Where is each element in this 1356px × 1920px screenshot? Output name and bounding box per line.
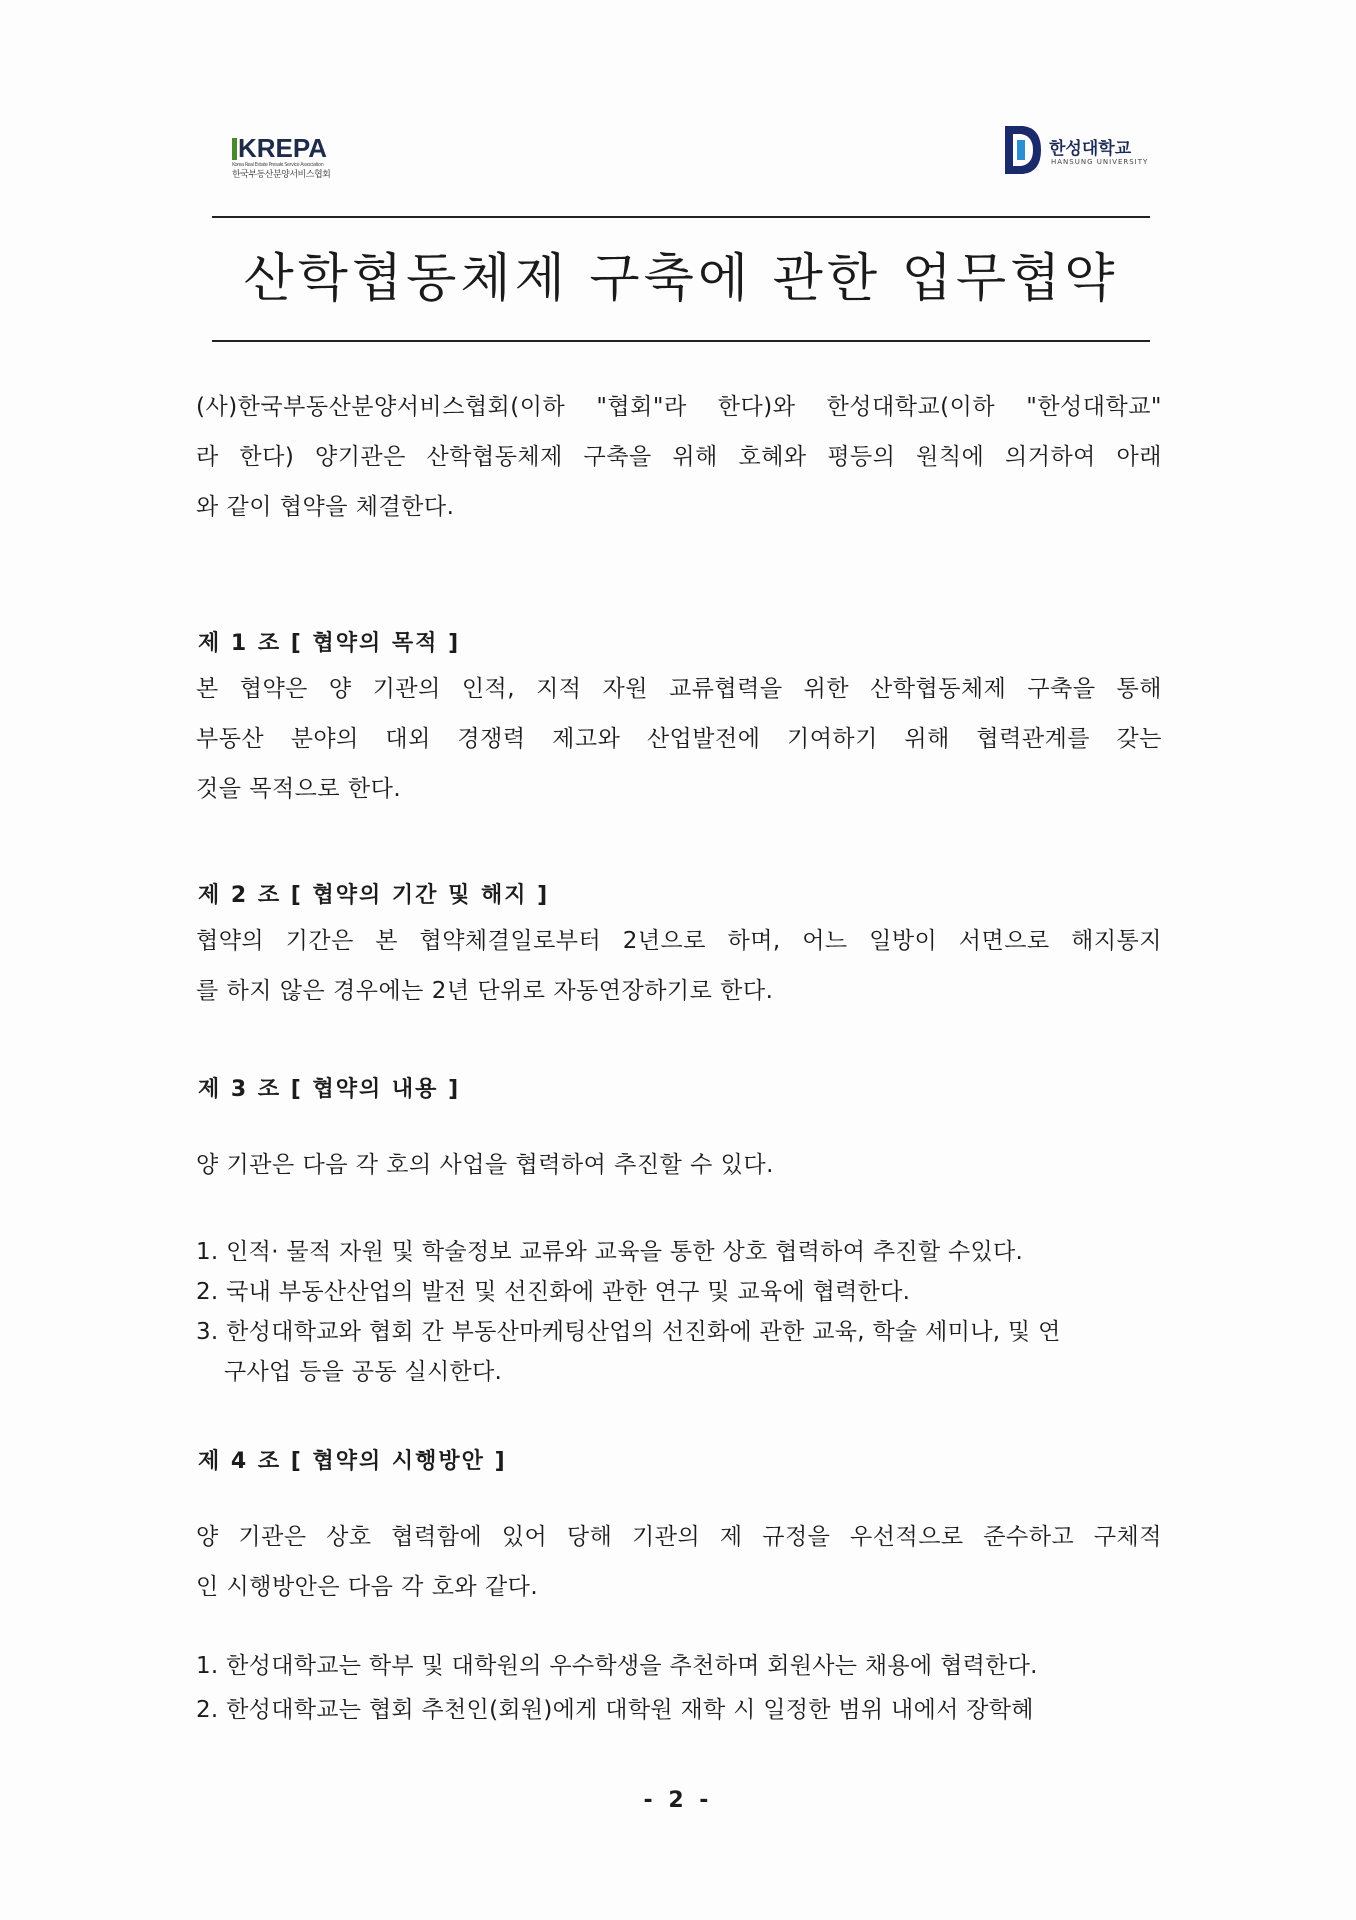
hansung-emblem-icon [1003, 122, 1045, 178]
article-2-line-1: 협약의 기간은 본 협약체결일로부터 2년으로 하며, 어느 일방이 서면으로 해지통지 [196, 928, 1162, 954]
krepa-logo [232, 134, 362, 184]
article-4-item-2: 2. 한성대학교는 협회 추천인(회원)에게 대학원 재학 시 일정한 범위 내에서 장학혜 [196, 1697, 1034, 1723]
article-3-item-1: 1. 인적· 물적 자원 및 학술정보 교류와 교육을 통한 상호 협력하여 추진할 수있다. [196, 1239, 1024, 1265]
article-2-heading: 제 2 조 [ 협약의 기간 및 해지 ] [198, 883, 550, 908]
intro-line-1: (사)한국부동산분양서비스협회(이하 "협회"라 한다)와 한성대학교(이하 "한성대학교" [196, 394, 1162, 420]
article-3-intro-line: 양 기관은 다음 각 호의 사업을 협력하여 추진할 수 있다. [196, 1152, 774, 1178]
krepa-logo-korean: 한국부동산분양서비스협회 [232, 170, 331, 180]
article-4-intro-line-1: 양 기관은 상호 협력함에 있어 당해 기관의 제 규정을 우선적으로 준수하고 구체적 [196, 1524, 1162, 1550]
article-1-line-3: 것을 목적으로 한다. [196, 776, 402, 802]
krepa-logo-tagline: Korea Real Estate Presale Service Association [232, 162, 324, 168]
krepa-logo-name: KREPA [238, 133, 328, 163]
article-4-intro [196, 1512, 1176, 1612]
article-3-item-3-continued: 구사업 등을 공동 실시한다. [224, 1359, 503, 1385]
article-3-list [196, 1232, 1196, 1392]
article-2-body [196, 916, 1176, 1016]
article-4-heading: 제 4 조 [ 협약의 시행방안 ] [198, 1449, 507, 1474]
intro-line-3: 와 같이 협약을 체결한다. [196, 494, 455, 520]
article-3-item-3: 3. 한성대학교와 협회 간 부동산마케팅산업의 선진화에 관한 교육, 학술 세미나, 및 연 [196, 1319, 1061, 1345]
article-3-item-2: 2. 국내 부동산산업의 발전 및 선진화에 관한 연구 및 교육에 협력한다. [196, 1279, 911, 1305]
article-3-heading: 제 3 조 [ 협약의 내용 ] [198, 1077, 461, 1102]
hansung-university-logo [1003, 122, 1163, 182]
article-3-intro [196, 1140, 1176, 1190]
title-bottom-rule [212, 340, 1150, 342]
hansung-logo-name: 한성대학교 [1049, 139, 1132, 159]
document-title: 산학협동체제 구축에 관한 업무협약 [243, 249, 1119, 309]
article-4-intro-line-2: 인 시행방안은 다음 각 호와 같다. [196, 1574, 539, 1600]
intro-paragraph [196, 382, 1176, 532]
article-1-line-2: 부동산 분야의 대외 경쟁력 제고와 산업발전에 기여하기 위해 협력관계를 갖는 [196, 726, 1162, 752]
article-1-body [196, 664, 1176, 814]
article-1-line-1: 본 협약은 양 기관의 인적, 지적 자원 교류협력을 위한 산학협동체제 구축을 통해 [196, 676, 1162, 702]
article-4-item-1: 1. 한성대학교는 학부 및 대학원의 우수학생을 추천하며 회원사는 채용에 협력한다. [196, 1653, 1038, 1679]
page-number: - 2 - [643, 1788, 713, 1813]
article-4-list [196, 1644, 1196, 1732]
intro-line-2: 라 한다) 양기관은 산학협동체제 구축을 위해 호혜와 평등의 원칙에 의거하여 아래 [196, 444, 1162, 470]
krepa-logo-bar [232, 138, 237, 160]
article-1-heading: 제 1 조 [ 협약의 목적 ] [198, 631, 461, 656]
hansung-logo-english: HANSUNG UNIVERSITY [1051, 158, 1149, 166]
title-top-rule [212, 216, 1150, 218]
article-2-line-2: 를 하지 않은 경우에는 2년 단위로 자동연장하기로 한다. [196, 978, 774, 1004]
